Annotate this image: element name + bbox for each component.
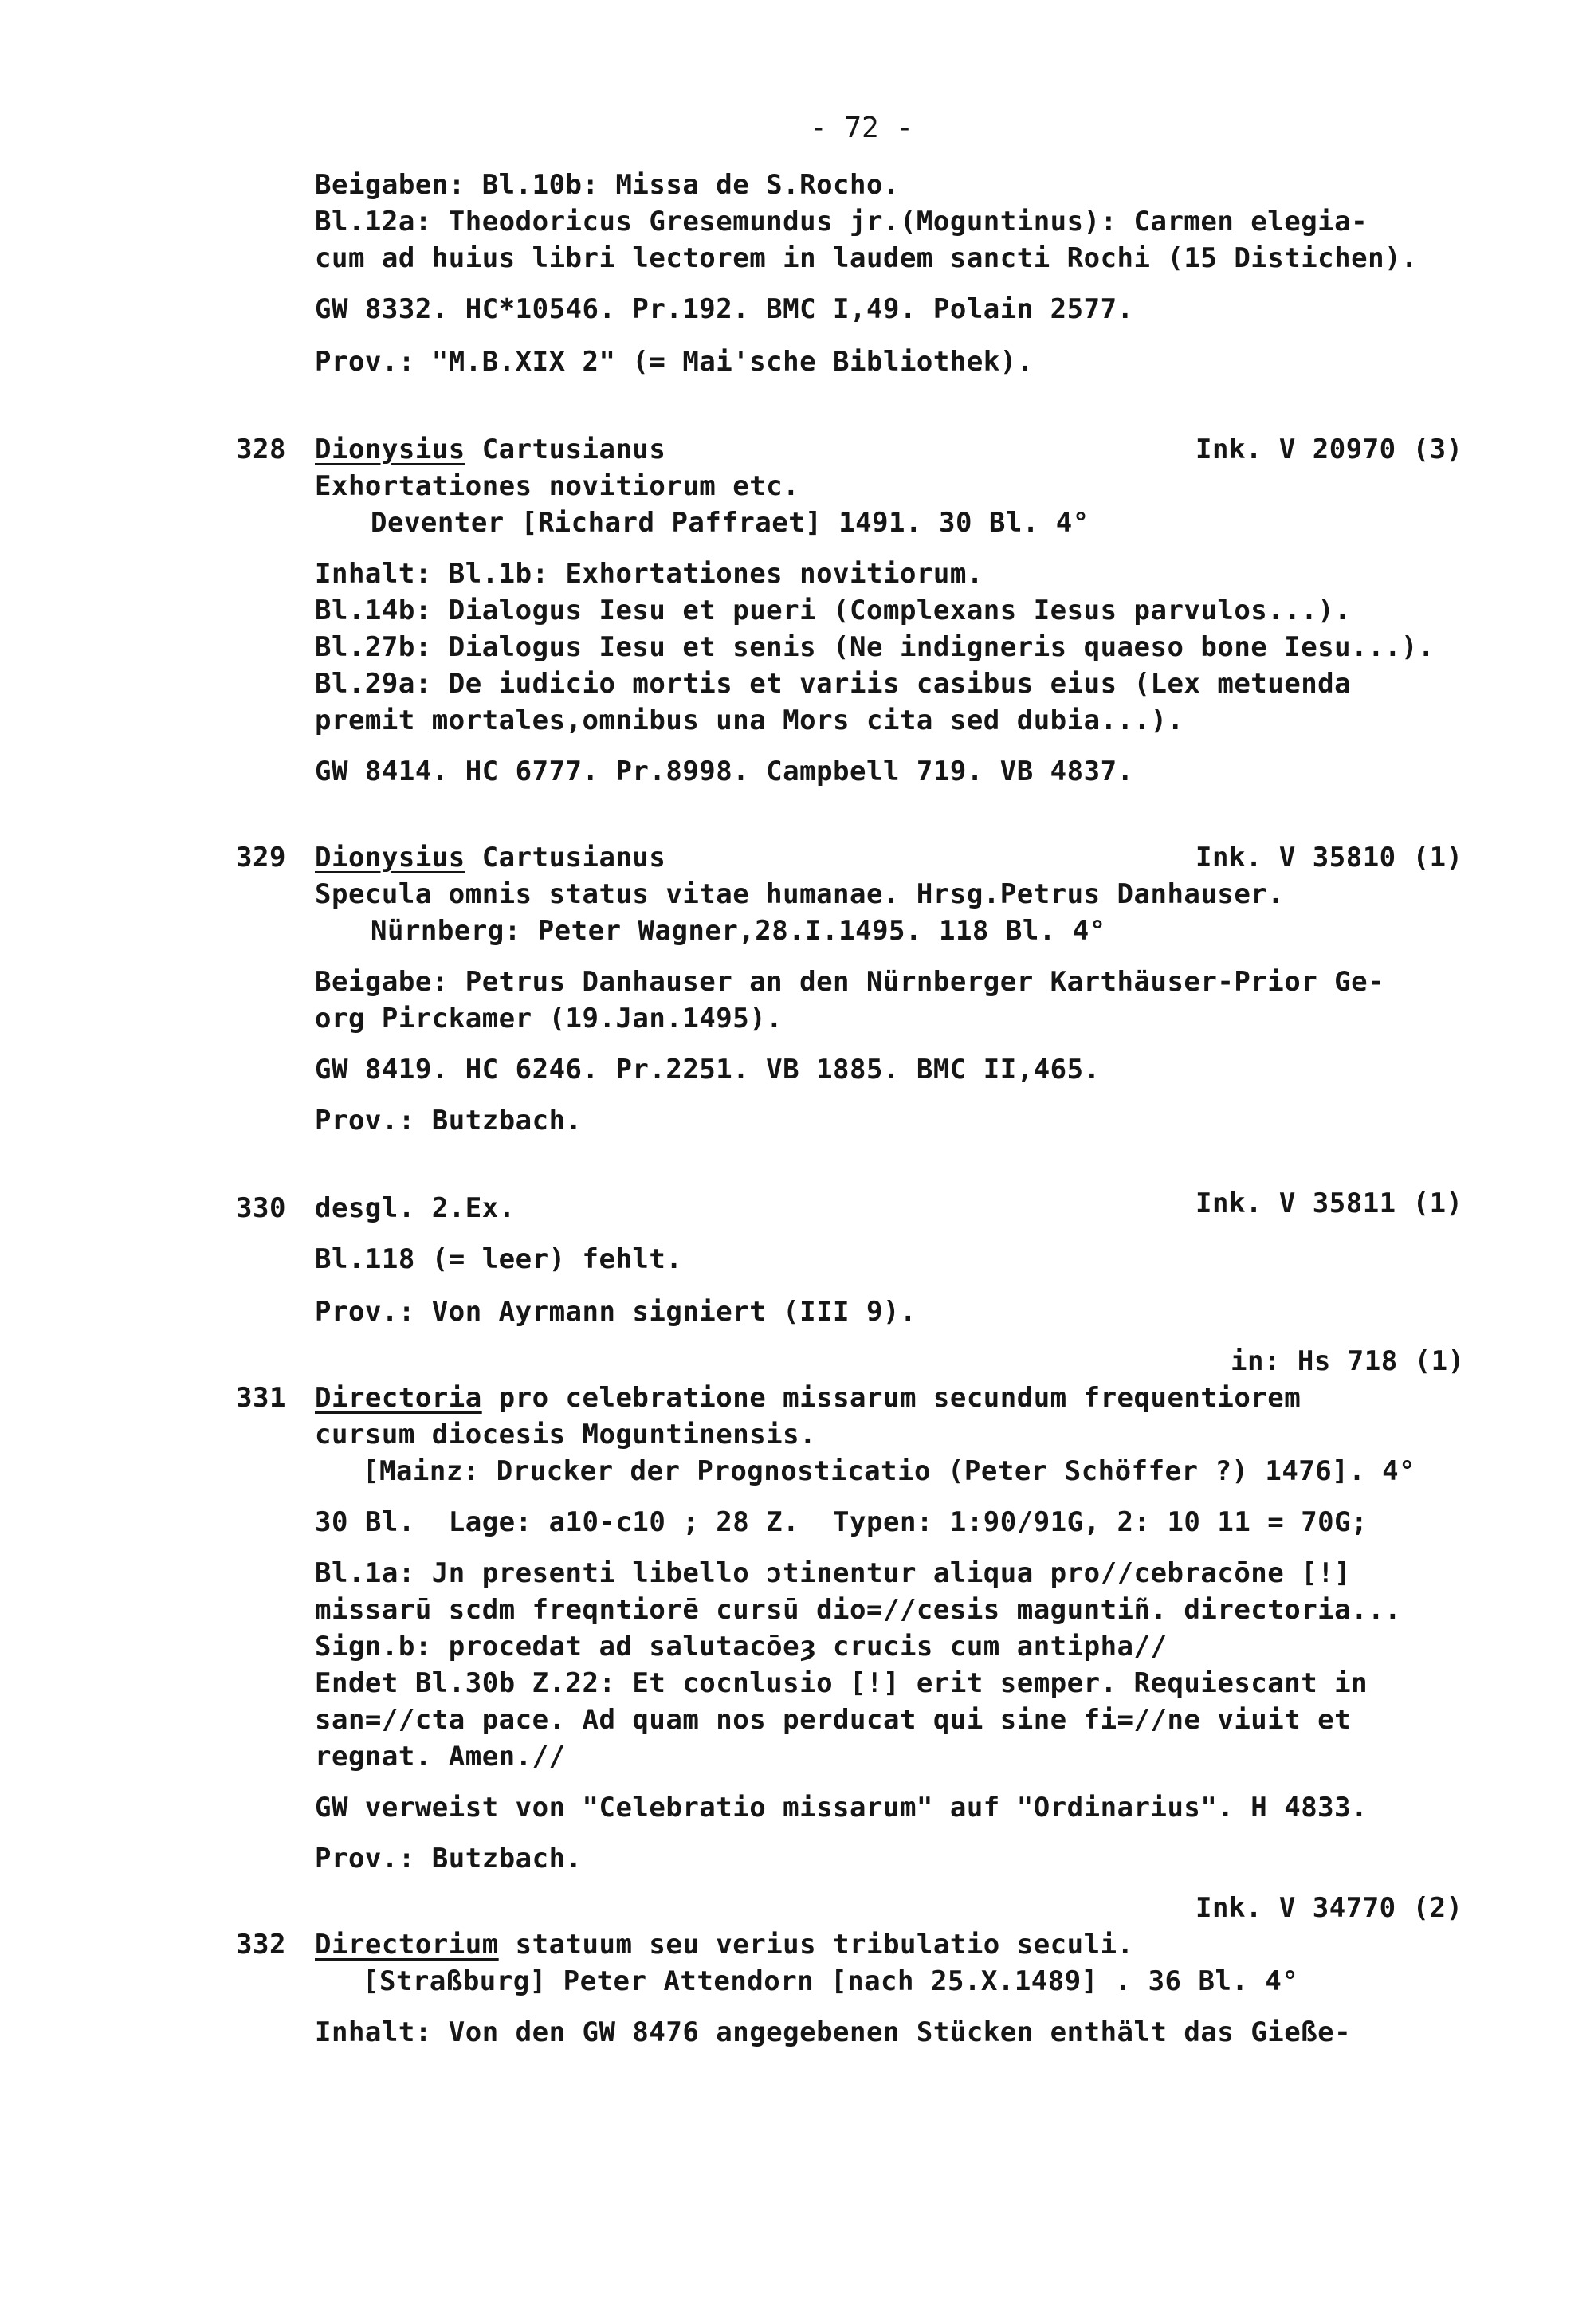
- intro-line-5: Prov.: "M.B.XIX 2" (= Mai'sche Bibliothek).: [315, 346, 1034, 378]
- entry-331-line-12: Prov.: Butzbach.: [315, 1843, 583, 1875]
- entry-330-text: desgl. 2.Ex.: [315, 1192, 516, 1224]
- entry-332-line-2: [Straßburg] Peter Attendorn [nach 25.X.1489] . 36 Bl. 4°: [363, 1965, 1299, 1997]
- entry-328-number: 328: [236, 434, 286, 465]
- entry-329-line-5: org Pirckamer (19.Jan.1495).: [315, 1003, 783, 1034]
- entry-332-line-3: Inhalt: Von den GW 8476 angegebenen Stücken enthält das Gieße-: [315, 2016, 1352, 2048]
- entry-328-heading: [315, 434, 665, 465]
- entry-328-author: Dionysius: [315, 434, 465, 465]
- entry-329-line-4: Beigabe: Petrus Danhauser an den Nürnberger Karthäuser-Prior Ge-: [315, 966, 1385, 998]
- entry-332-title: Directorium: [315, 1929, 499, 1961]
- entry-331-line-2: cursum diocesis Moguntinensis.: [315, 1419, 817, 1451]
- entry-331-shelfmark: in: Hs 718 (1): [1231, 1345, 1465, 1377]
- entry-331-line-8: Endet Bl.30b Z.22: Et cocnlusio [!] erit semper. Requiescant in: [315, 1667, 1368, 1699]
- entry-330-shelfmark: Ink. V 35811 (1): [1196, 1188, 1463, 1219]
- intro-line-4: GW 8332. HC*10546. Pr.192. BMC I,49. Polain 2577.: [315, 293, 1134, 325]
- entry-329-line-7: Prov.: Butzbach.: [315, 1105, 583, 1136]
- entry-332-title-rest: statuum seu verius tribulatio seculi.: [498, 1929, 1134, 1961]
- entry-328-line-6: Bl.27b: Dialogus Iesu et senis (Ne indigneris quaeso bone Iesu...).: [315, 631, 1435, 663]
- entry-328-line-4: Inhalt: Bl.1b: Exhortationes novitiorum.: [315, 558, 983, 590]
- entry-328-line-5: Bl.14b: Dialogus Iesu et pueri (Complexans Iesus parvulos...).: [315, 595, 1352, 626]
- page-number: - 72 -: [810, 112, 914, 144]
- entry-328-line-2: Exhortationes novitiorum etc.: [315, 470, 800, 502]
- entry-331-number: 331: [236, 1382, 286, 1414]
- entry-328-line-9: GW 8414. HC 6777. Pr.8998. Campbell 719. VB 4837.: [315, 756, 1134, 787]
- entry-329-shelfmark: Ink. V 35810 (1): [1196, 842, 1463, 873]
- entry-329-number: 329: [236, 842, 286, 873]
- entry-329-heading: [315, 842, 665, 873]
- entry-331-line-9: san=//cta pace. Ad quam nos perducat qui sine fi=//ne viuit et: [315, 1704, 1352, 1736]
- intro-line-2: Bl.12a: Theodoricus Gresemundus jr.(Moguntinus): Carmen elegia-: [315, 206, 1368, 238]
- entry-329-line-2: Specula omnis status vitae humanae. Hrsg.Petrus Danhauser.: [315, 878, 1285, 910]
- entry-331-line-3: [Mainz: Drucker der Prognosticatio (Peter Schöffer ?) 1476]. 4°: [363, 1455, 1416, 1487]
- entry-331-heading: [315, 1382, 1301, 1414]
- entry-328-line-3: Deventer [Richard Paffraet] 1491. 30 Bl. 4°: [371, 507, 1089, 539]
- entry-329-author: Dionysius: [315, 842, 465, 873]
- entry-331-line-6: missarū scdm freqntiorē cursū dio=//cesis maguntiñ. directoria...: [315, 1594, 1402, 1626]
- entry-332-shelfmark: Ink. V 34770 (2): [1196, 1892, 1463, 1924]
- entry-328-shelfmark: Ink. V 20970 (3): [1196, 434, 1463, 465]
- intro-line-1: Beigaben: Bl.10b: Missa de S.Rocho.: [315, 169, 900, 201]
- entry-328-author-rest: Cartusianus: [465, 434, 666, 465]
- entry-330-number: 330: [236, 1192, 286, 1224]
- entry-330-line-2: Bl.118 (= leer) fehlt.: [315, 1243, 683, 1275]
- entry-329-line-6: GW 8419. HC 6246. Pr.2251. VB 1885. BMC II,465.: [315, 1054, 1101, 1085]
- entry-332-number: 332: [236, 1929, 286, 1961]
- entry-331-line-7: Sign.b: procedat ad salutacōeȝ crucis cum antipha//: [315, 1631, 1168, 1663]
- entry-328-line-8: premit mortales,omnibus una Mors cita sed dubia...).: [315, 705, 1184, 736]
- intro-line-3: cum ad huius libri lectorem in laudem sancti Rochi (15 Distichen).: [315, 242, 1419, 274]
- entry-332-heading: [315, 1929, 1134, 1961]
- entry-331-line-4: 30 Bl. Lage: a10-c10 ; 28 Z. Typen: 1:90/91G, 2: 10 11 = 70G;: [315, 1506, 1368, 1538]
- entry-331-title: Directoria: [315, 1382, 482, 1414]
- entry-329-line-3: Nürnberg: Peter Wagner,28.I.1495. 118 Bl. 4°: [371, 915, 1106, 947]
- entry-330-line-3: Prov.: Von Ayrmann signiert (III 9).: [315, 1296, 917, 1328]
- entry-331-line-5: Bl.1a: Jn presenti libello ɔtinentur aliqua pro//cebracōne [!]: [315, 1557, 1352, 1589]
- entry-329-author-rest: Cartusianus: [465, 842, 666, 873]
- entry-331-line-11: GW verweist von "Celebratio missarum" auf "Ordinarius". H 4833.: [315, 1792, 1368, 1823]
- entry-331-line-10: regnat. Amen.//: [315, 1741, 566, 1772]
- entry-328-line-7: Bl.29a: De iudicio mortis et variis casibus eius (Lex metuenda: [315, 668, 1352, 700]
- entry-331-title-rest: pro celebratione missarum secundum frequentiorem: [481, 1382, 1302, 1414]
